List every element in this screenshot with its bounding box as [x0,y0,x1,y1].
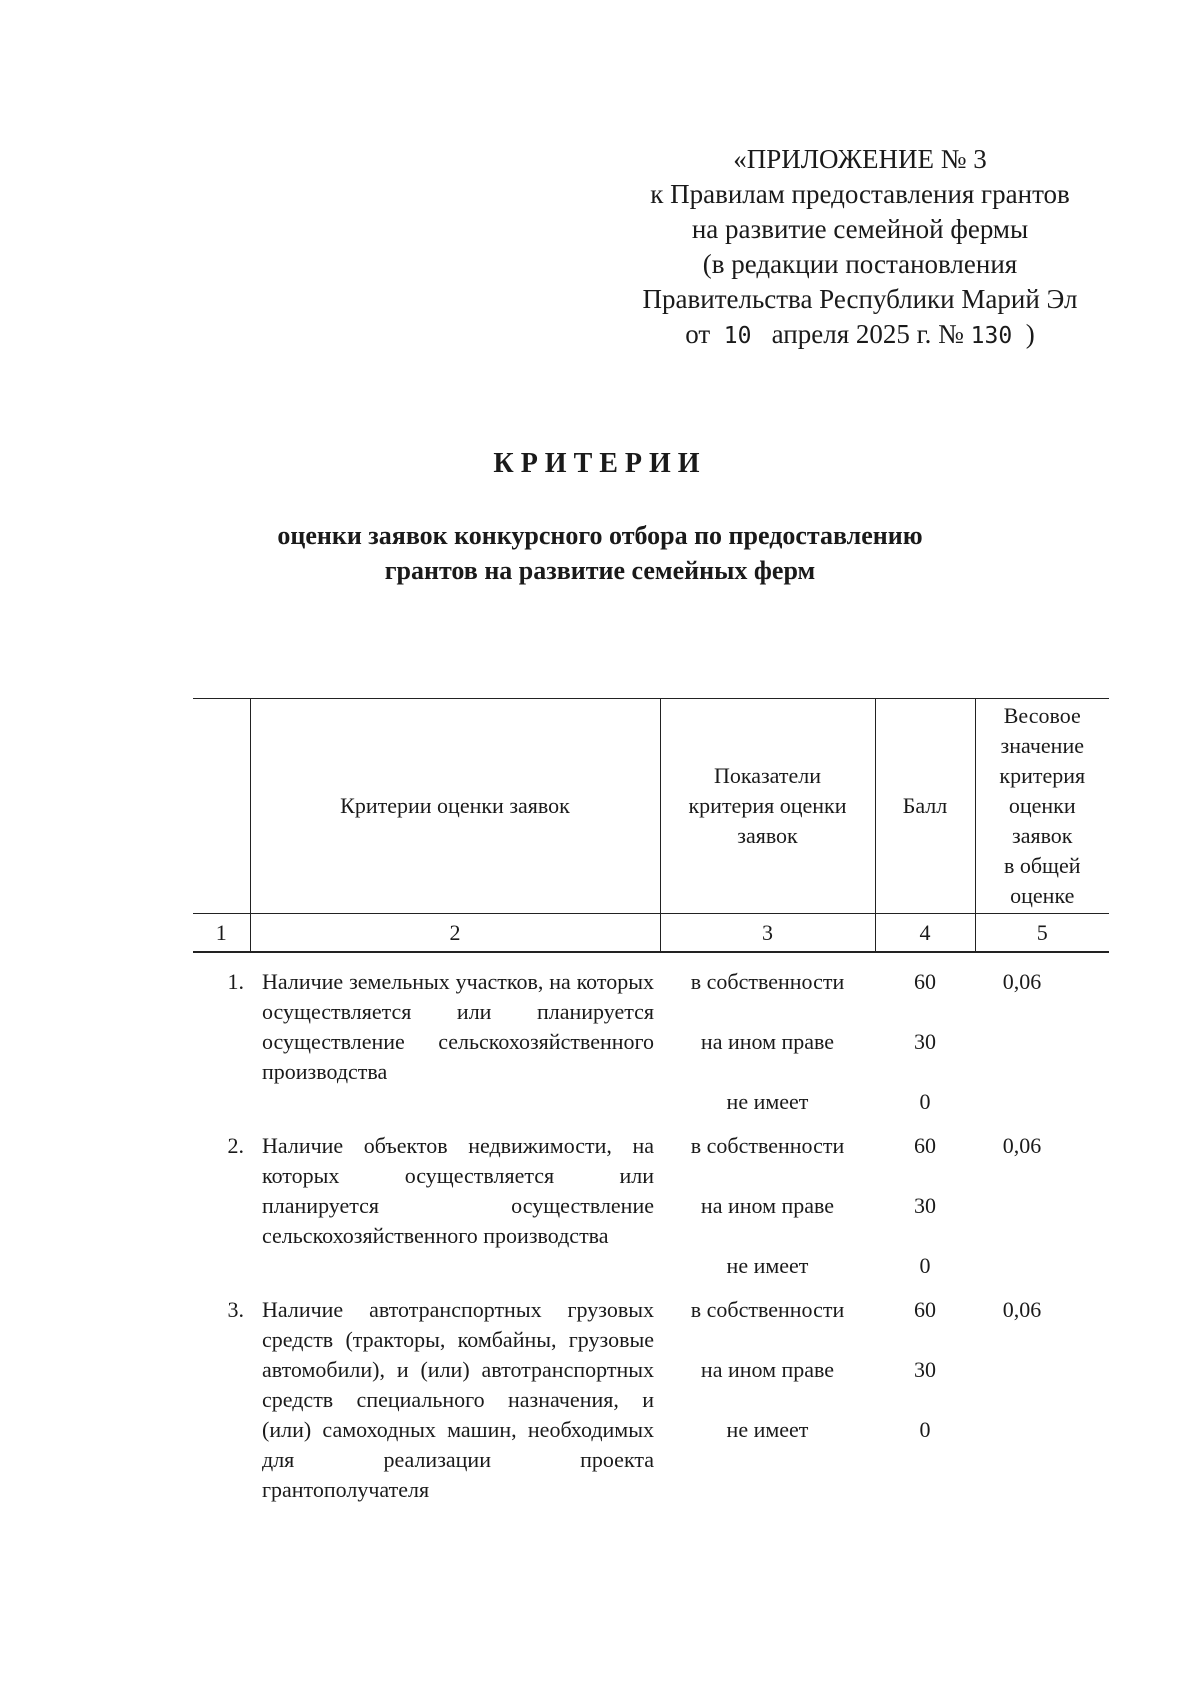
table-row [193,1117,1109,1281]
header-weight-line: оценки [1008,793,1076,818]
column-number: 4 [875,914,975,953]
indicator-option: на ином праве [700,1193,835,1218]
header-col-weight [975,699,1109,914]
row-index: 2. [227,1133,244,1158]
score-value: 30 [914,1029,936,1054]
table-header-row [193,699,1109,914]
indicators-cell [660,1117,875,1281]
indicator-option: на ином праве [700,1357,835,1382]
appendix-line-farm: на развитие семейной фермы [691,214,1029,244]
subtitle-line-2: грантов на развитие семейных ферм [384,556,816,585]
document-title: КРИТЕРИИ [493,448,707,479]
header-weight-line: критерия [999,763,1086,788]
header-col-criteria: Критерии оценки заявок [250,699,660,914]
indicators-cell [660,1281,875,1529]
criterion-text [250,952,660,1117]
column-number: 1 [193,914,250,953]
criteria-table [193,698,1109,1529]
weight-value: 0,06 [1002,969,1042,994]
row-index: 3. [227,1297,244,1322]
indicators-cell [660,952,875,1117]
score-value: 0 [919,1417,931,1442]
criterion-description: Наличие земельных участков, на которых осуществляется или планируется осуществление сельскохозяйственного производства [262,969,654,1084]
criterion-text [250,1281,660,1529]
subtitle-line-1: оценки заявок конкурсного отбора по предоставлению [277,521,923,550]
date-month-year: апреля 2025 г. № [771,319,964,349]
appendix-line-edition: (в редакции постановления [702,249,1018,279]
column-number: 2 [250,914,660,953]
document-subtitle [200,518,1000,588]
header-indicators-line: Показатели [713,763,822,788]
header-weight-line: Весовое [1003,703,1081,728]
score-value: 0 [919,1253,931,1278]
score-value: 0 [919,1089,931,1114]
header-weight-line: значение [1000,733,1084,758]
header-weight-line: оценке [1010,883,1075,908]
indicator-option: в собственности [690,1133,845,1158]
header-indicators-line: критерия оценки [688,793,847,818]
weight-value: 0,06 [1002,1133,1042,1158]
score-value: 60 [914,1297,936,1322]
indicator-option: не имеет [726,1253,809,1278]
appendix-line-government: Правительства Республики Марий Эл [642,284,1078,314]
header-col-score: Балл [875,699,975,914]
indicator-option: на ином праве [700,1029,835,1054]
date-day: 10 [723,323,752,349]
header-col-indicators [660,699,875,914]
scores-cell [875,1281,975,1529]
header-weight-line: заявок [1012,823,1073,848]
weight-value: 0,06 [1002,1297,1042,1322]
criterion-description: Наличие объектов недвижимости, на которых осуществляется или планируется осуществление сельскохозяйственного производства [262,1133,654,1248]
row-index: 1. [227,969,244,994]
indicator-option: не имеет [726,1417,809,1442]
score-value: 60 [914,1133,936,1158]
column-number: 5 [975,914,1109,953]
appendix-line-rules: к Правилам предоставления грантов [650,179,1070,209]
indicator-option: не имеет [726,1089,809,1114]
indicator-option: в собственности [690,969,845,994]
column-number-row [193,914,1109,953]
score-value: 30 [914,1193,936,1218]
date-close: ) [1025,319,1035,349]
score-value: 30 [914,1357,936,1382]
scores-cell [875,1117,975,1281]
table-row [193,952,1109,1117]
table-row [193,1281,1109,1529]
criterion-description: Наличие автотранспортных грузовых средств (тракторы, комбайны, грузовые автомобили), и (или) автотранспортных средств специального назначения, и (или) самоходных машин, необходимых для реализации проекта грантополучателя [262,1297,654,1502]
header-weight-line: в общей [1003,853,1081,878]
appendix-date-line [560,317,1160,354]
appendix-title: «ПРИЛОЖЕНИЕ № 3 [733,144,987,174]
date-prefix: от [685,319,711,349]
scores-cell [875,952,975,1117]
appendix-header [560,142,1160,354]
header-indicators-line: заявок [737,823,798,848]
criterion-text [250,1117,660,1281]
header-col-index [193,699,250,914]
resolution-number: 130 [970,323,1013,349]
indicator-option: в собственности [690,1297,845,1322]
column-number: 3 [660,914,875,953]
score-value: 60 [914,969,936,994]
